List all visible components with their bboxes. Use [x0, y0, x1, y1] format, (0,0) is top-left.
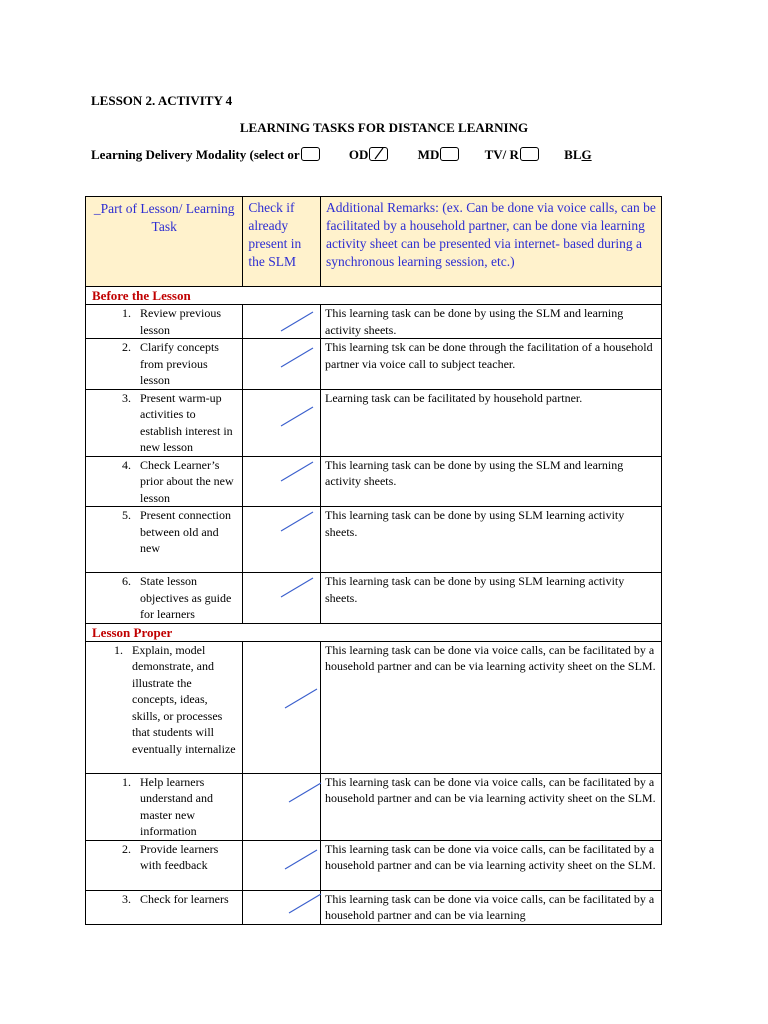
- task-cell: [86, 456, 243, 507]
- task-number: 1.: [114, 642, 123, 657]
- check-mark-icon: [372, 146, 385, 160]
- modality-option-od: [349, 147, 389, 163]
- header-additional-remarks: Additional Remarks: (ex. Can be done via voice calls, can be facilitated by a household partner, can be done via learning activity sheet can be presented via internet- based during a synchronous learning session, etc.): [321, 197, 662, 287]
- task-cell: [86, 507, 243, 573]
- modality-md-checkbox[interactable]: [440, 147, 459, 161]
- task-number: 1.: [122, 306, 131, 320]
- check-mark-icon: [279, 404, 319, 430]
- modality-od-checkbox[interactable]: [369, 147, 388, 161]
- table-row: [86, 507, 662, 573]
- check-mark-icon: [283, 847, 323, 873]
- table-header-row: [86, 197, 662, 287]
- section-row-lesson-proper: [86, 623, 662, 641]
- task-cell: [86, 641, 243, 773]
- header-check-slm: Check if already present in the SLM: [243, 197, 321, 287]
- remark-cell: This learning tsk can be done through the facilitation of a household partner via voice call to subject teacher.: [321, 339, 662, 390]
- table-row: [86, 773, 662, 840]
- modality-tvr-label: TV/ R: [484, 147, 519, 162]
- table-row: [86, 339, 662, 390]
- task-text: Clarify concepts from previous lesson: [140, 340, 219, 387]
- task-cell: [86, 389, 243, 456]
- task-text: Present warm-up activities to establish interest in new lesson: [140, 390, 233, 454]
- task-number: 6.: [122, 574, 131, 588]
- check-mark-icon: [279, 575, 319, 601]
- modality-blg-underlined: G: [581, 147, 592, 162]
- modality-option-md: [418, 147, 460, 163]
- remark-cell: This learning task can be done via voice calls, can be facilitated by a household partner and can be via learning activity sheet on the SLM.: [321, 773, 662, 840]
- section-title: Before the Lesson: [86, 287, 662, 305]
- check-mark-icon: [287, 780, 327, 806]
- check-mark-icon: [279, 345, 319, 371]
- slm-check-cell[interactable]: [243, 507, 321, 573]
- task-number: 5.: [122, 508, 131, 522]
- remark-cell: This learning task can be done by using the SLM and learning activity sheets.: [321, 456, 662, 507]
- slm-check-cell[interactable]: [243, 890, 321, 924]
- check-mark-icon: [279, 509, 319, 535]
- check-mark-icon: [279, 309, 319, 335]
- check-mark-icon: [279, 459, 319, 485]
- lesson-title: LESSON 2. ACTIVITY 4: [91, 93, 233, 108]
- modality-blg-label: BL: [564, 147, 582, 162]
- section-row-before-lesson: [86, 287, 662, 305]
- task-number: 2.: [122, 841, 131, 856]
- modality-prefix: Learning Delivery Modality (select or: [91, 147, 300, 162]
- modality-option-blg: [564, 147, 591, 163]
- remark-cell: This learning task can be done by using the SLM and learning activity sheets.: [321, 305, 662, 339]
- section-title: Lesson Proper: [86, 623, 662, 641]
- task-number: 4.: [122, 457, 131, 472]
- slm-check-cell[interactable]: [243, 389, 321, 456]
- modality-od-label: OD: [348, 147, 369, 162]
- task-text: Present connection between old and new: [140, 508, 231, 555]
- task-number: 1.: [122, 774, 131, 789]
- task-text: Check Learner’s prior about the new lesson: [140, 457, 234, 505]
- task-text: Provide learners with feedback: [140, 841, 219, 872]
- table-row: [86, 456, 662, 507]
- slm-check-cell[interactable]: [243, 456, 321, 507]
- remark-cell: This learning task can be done via voice calls, can be facilitated by a household partner and can be via learning activity sheet on the SLM.: [321, 840, 662, 890]
- document-title: LEARNING TASKS FOR DISTANCE LEARNING: [239, 120, 529, 135]
- modality-tvr-checkbox[interactable]: [520, 147, 539, 161]
- task-text: Explain, model demonstrate, and illustrate the concepts, ideas, skills, or processes that students will eventually internalize: [132, 642, 236, 756]
- task-cell: [86, 305, 243, 339]
- check-mark-icon: [287, 891, 327, 917]
- task-cell: [86, 573, 243, 624]
- task-cell: [86, 890, 243, 924]
- task-number: 3.: [122, 390, 131, 405]
- task-text: Check for learners: [140, 891, 229, 906]
- table-row: [86, 890, 662, 924]
- learning-tasks-table: [85, 196, 662, 925]
- task-text: Review previous lesson: [140, 306, 221, 337]
- modality-selector: [91, 147, 592, 163]
- table-row: [86, 641, 662, 773]
- table-row: [86, 573, 662, 624]
- task-cell: [86, 773, 243, 840]
- modality-checkbox-blank[interactable]: [301, 147, 320, 161]
- task-number: 2.: [122, 340, 131, 354]
- task-number: 3.: [122, 891, 131, 906]
- table-row: [86, 840, 662, 890]
- remark-cell: This learning task can be done by using SLM learning activity sheets.: [321, 573, 662, 624]
- header-part-of-lesson: _Part of Lesson/ Learning Task: [86, 197, 243, 287]
- remark-cell: This learning task can be done via voice calls, can be facilitated by a household partner and can be via learning activity sheet on the SLM.: [321, 641, 662, 773]
- slm-check-cell[interactable]: [243, 339, 321, 390]
- table-row: [86, 389, 662, 456]
- modality-md-label: MD: [417, 147, 440, 162]
- slm-check-cell[interactable]: [243, 305, 321, 339]
- remark-cell: This learning task can be done via voice calls, can be facilitated by a household partner and can be via learning: [321, 890, 662, 924]
- slm-check-cell[interactable]: [243, 573, 321, 624]
- slm-check-cell[interactable]: [243, 840, 321, 890]
- slm-check-cell[interactable]: [243, 773, 321, 840]
- task-cell: [86, 339, 243, 390]
- slm-check-cell[interactable]: [243, 641, 321, 773]
- remark-cell: This learning task can be done by using SLM learning activity sheets.: [321, 507, 662, 573]
- table-row: [86, 305, 662, 339]
- check-mark-icon: [283, 686, 323, 712]
- task-text: State lesson objectives as guide for learners: [140, 574, 232, 621]
- task-cell: [86, 840, 243, 890]
- task-text: Help learners understand and master new information: [140, 774, 213, 838]
- remark-cell: Learning task can be facilitated by household partner.: [321, 389, 662, 456]
- modality-option-tvr: [485, 147, 539, 163]
